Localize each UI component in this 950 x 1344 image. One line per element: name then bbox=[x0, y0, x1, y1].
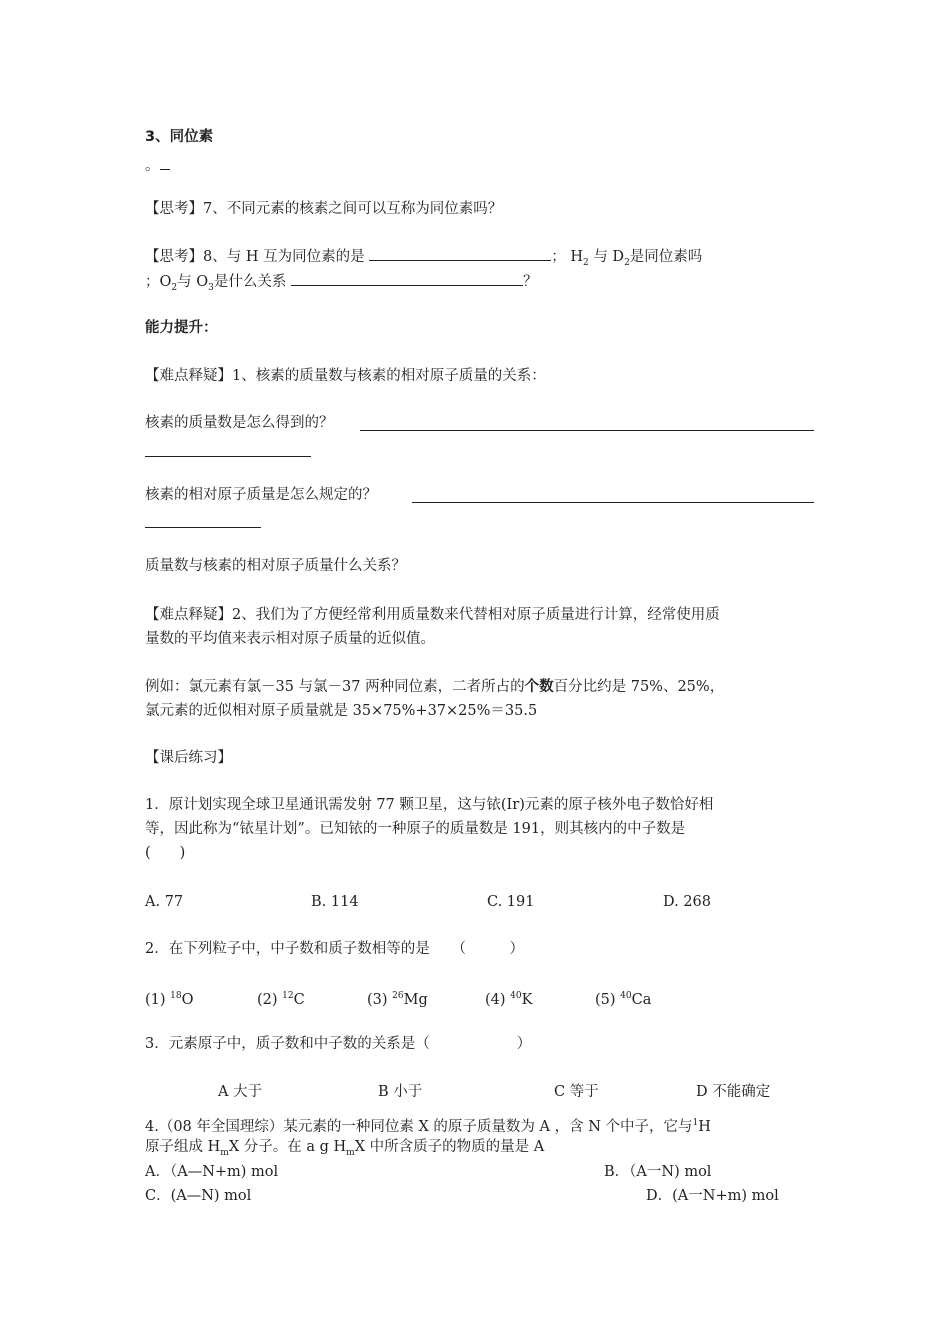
answer-line-q1a[interactable] bbox=[360, 430, 814, 431]
think-7: 【思考】7、不同元素的核素之间可以互称为同位素吗？ bbox=[145, 201, 503, 217]
q2-stem: 2．在下列粒子中，中子数和质子数相等的是 （ ） bbox=[145, 941, 524, 957]
q1-line1: 1．原计划实现全球卫星通讯需发射 77 颗卫星，这与铱(Ir)元素的原子核外电子数恰好相 bbox=[145, 797, 714, 813]
think-8-line2: ；$O_2$与 $O_3$是什么关系 ？ bbox=[145, 271, 537, 298]
answer-line-q2b[interactable] bbox=[145, 527, 261, 528]
q2-option-4[interactable]: (4) $^{40}$K bbox=[485, 991, 533, 1008]
q1-line3: ( ) bbox=[145, 845, 186, 861]
homework-title: 【课后练习】 bbox=[145, 750, 232, 766]
q3-option-a[interactable]: A 大于 bbox=[218, 1084, 263, 1100]
q3-option-d[interactable]: D 不能确定 bbox=[696, 1084, 771, 1100]
example-line1: 例如：氯元素有氯－35 与氯－37 两种同位素，二者所占的个数百分比约是 75%、25%， bbox=[145, 679, 725, 695]
q2-option-2[interactable]: (2) $^{12}$C bbox=[257, 991, 305, 1008]
answer-line-q1b[interactable] bbox=[145, 456, 311, 457]
section-mark: 。 bbox=[145, 155, 170, 176]
q4-line2: 原子组成 $H_mX$ 分子。在 a g $H_mX$ 中所含质子的物质的量是 A bbox=[145, 1139, 545, 1158]
q4-option-b[interactable]: B．（A一N) mol bbox=[604, 1164, 712, 1180]
difficulty-1: 【难点释疑】1、核素的质量数与核素的相对原子质量的关系： bbox=[145, 368, 546, 384]
q2-option-5[interactable]: (5) $^{40}$Ca bbox=[595, 991, 652, 1008]
difficulty-2-line2: 量数的平均值来表示相对原子质量的近似值。 bbox=[145, 631, 435, 647]
difficulty-1-q1: 核素的质量数是怎么得到的？ bbox=[145, 415, 334, 431]
answer-blank-1[interactable] bbox=[369, 246, 551, 261]
difficulty-2-line1: 【难点释疑】2、我们为了方便经常利用质量数来代替相对原子质量进行计算，经常使用质 bbox=[145, 607, 720, 623]
q4-option-a[interactable]: A．（A—N+m) mol bbox=[145, 1164, 279, 1180]
q1-option-b[interactable]: B. 114 bbox=[311, 894, 359, 910]
q1-option-c[interactable]: C. 191 bbox=[487, 894, 535, 910]
q3-option-b[interactable]: B 小于 bbox=[378, 1084, 423, 1100]
q4-line1: 4.（08 年全国理综）某元素的一种同位素 X 的原子质量数为 A ，含 N 个中子，它与$^1$H bbox=[145, 1118, 711, 1135]
q1-option-a[interactable]: A. 77 bbox=[145, 894, 184, 910]
q1-line2: 等，因此称为“铱星计划”。已知铱的一种原子的质量数是 191，则其核内的中子数是 bbox=[145, 821, 686, 837]
answer-blank-2[interactable] bbox=[291, 271, 523, 286]
ability-title: 能力提升： bbox=[145, 320, 218, 336]
think-8-line1: 【思考】8、与 H 互为同位素的是 ； $H_2$ 与 $D_2$是同位素吗 bbox=[145, 246, 702, 273]
section-title: 3、同位素 bbox=[145, 129, 214, 145]
q4-option-d[interactable]: D．(A一N+m) mol bbox=[646, 1188, 779, 1204]
answer-line-q2a[interactable] bbox=[412, 502, 814, 503]
difficulty-1-q3: 质量数与核素的相对原子质量什么关系？ bbox=[145, 558, 406, 574]
q4-option-c[interactable]: C．(A—N) mol bbox=[145, 1188, 252, 1204]
q1-option-d[interactable]: D. 268 bbox=[663, 894, 712, 910]
difficulty-1-q2: 核素的相对原子质量是怎么规定的？ bbox=[145, 487, 377, 503]
q2-option-1[interactable]: (1) $^{18}$O bbox=[145, 991, 194, 1008]
q3-stem: 3．元素原子中，质子数和中子数的关系是（ ） bbox=[145, 1036, 532, 1052]
example-line2: 氯元素的近似相对原子质量就是 35×75%+37×25%＝35.5 bbox=[145, 703, 538, 719]
q3-option-c[interactable]: C 等于 bbox=[554, 1084, 599, 1100]
q2-option-3[interactable]: (3) $^{26}$Mg bbox=[367, 991, 428, 1008]
